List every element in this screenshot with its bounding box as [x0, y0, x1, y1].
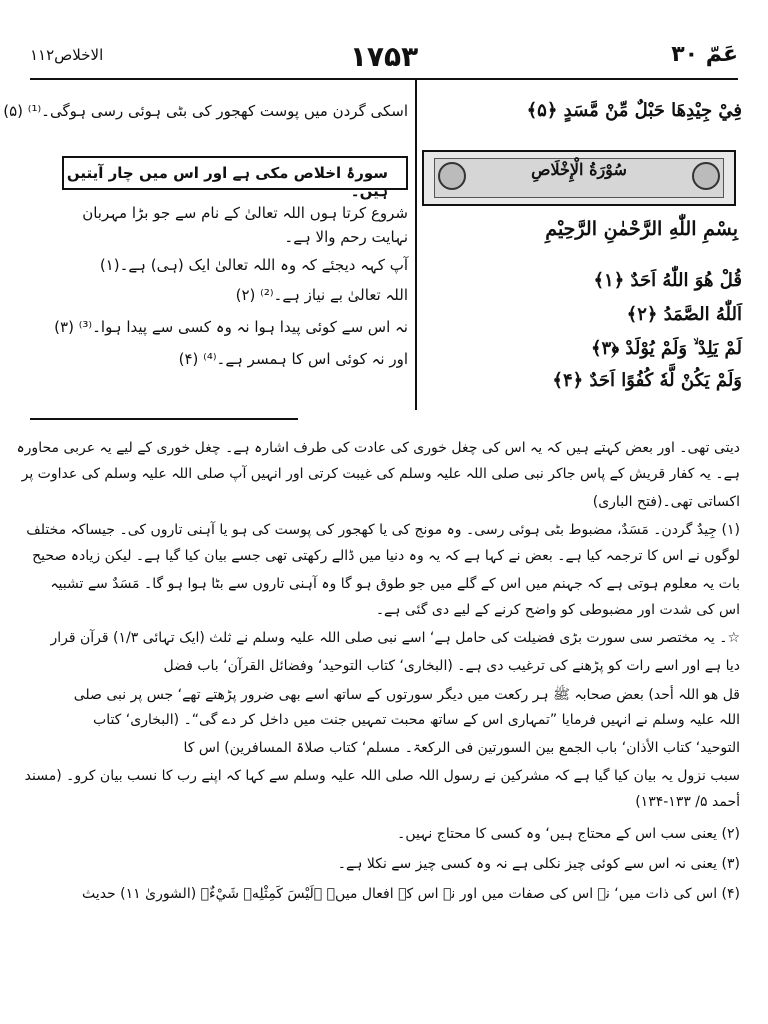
- surah-title-banner: [422, 150, 736, 206]
- verse-arabic-2: اَللّٰهُ الصَّمَدُ ﴿۲﴾: [626, 304, 742, 325]
- verse-urdu-4: اور نہ کوئی اس کا ہمسر ہے۔⁽⁴⁾ (۴): [178, 350, 408, 368]
- footnote-line: بات یہ معلوم ہوتی ہے کہ جہنم میں اس کے گلے میں جو طوق ہو گا وہ آہنی تاروں سے بٹا ہوا ہو گا۔ مَسَدٌ سے تشبیہ: [50, 576, 740, 592]
- verse-arabic-3: لَمْ يَلِدْ ۙ وَلَمْ يُوْلَدْ ﴿۳﴾: [590, 338, 742, 359]
- verse-arabic-1: قُلْ هُوَ اللّٰهُ اَحَدٌ ﴿۱﴾: [593, 270, 742, 291]
- prev-surah-arabic-verse: فِيْ جِيْدِهَا حَبْلٌ مِّنْ مَّسَدٍ ﴿۵﴾: [526, 100, 742, 121]
- footnote-line: (۳) یعنی نہ اس سے کوئی چیز نکلی ہے نہ وہ کسی چیز سے نکلا ہے۔: [337, 856, 740, 872]
- footnote-line: دیتی تھی۔ اور بعض کہتے ہیں کہ یہ اس کی چغل خوری کی عادت کی طرف اشارہ ہے۔ چغل خوری کے لیے یہ عربی محاورہ: [16, 440, 740, 456]
- verse-urdu-3: نہ اس سے کوئی پیدا ہوا نہ وہ کسی سے پیدا ہوا۔⁽³⁾ (۳): [54, 318, 408, 336]
- surah-title: سُوْرَةُ الْإِخْلَاصِ: [531, 160, 627, 179]
- bismillah-urdu-line-2: نہایت رحم والا ہے۔: [284, 228, 408, 246]
- surah-intro-box: [62, 156, 408, 200]
- footnote-line: سبب نزول یہ بیان کیا گیا ہے کہ مشرکین نے رسول اللہ صلی اللہ علیہ وسلم سے کہا کہ اپنے رب کا نسب بیان کرو۔ (مسند: [24, 768, 740, 784]
- page-number: ۱۷۵۳: [349, 40, 419, 73]
- footnote-line: لوگوں نے اس کا ترجمہ کیا ہے۔ بعض نے کہا ہے کہ یہ وہ دنیا میں ڈالے رکھتی تھی جسے بیان کیا گیا ہے۔ لیکن زیادہ صحیح: [32, 548, 740, 564]
- prev-surah-urdu-verse: اسکی گردن میں پوست کھجور کی بٹی ہوئی رسی ہوگی۔⁽¹⁾ (۵): [3, 102, 408, 120]
- verse-urdu-2: اللہ تعالیٰ بے نیاز ہے۔⁽²⁾ (۲): [235, 286, 408, 304]
- footnote-separator: [30, 418, 298, 420]
- header-rule: [30, 78, 738, 80]
- page-header: [30, 40, 738, 74]
- bismillah-urdu-line-1: شروع کرتا ہوں اللہ تعالیٰ کے نام سے جو بڑا مہربان: [82, 204, 408, 222]
- footnote-line: دیا ہے اور اسے رات کو پڑھنے کی ترغیب دی ہے۔ (البخاری‘ کتاب التوحید‘ وفضائل القرآن‘ باب فضل: [163, 658, 740, 674]
- footnote-line: التوحید‘ کتاب الأذان‘ باب الجمع بین السورتین فی الرکعۃ۔ مسلم‘ کتاب صلاۃ المسافرین) اس کا: [183, 740, 740, 756]
- footnote-line: قل ھو اللہ أحد) بعض صحابہ ﷺ ہر رکعت میں دیگر سورتوں کے ساتھ اسے بھی ضرور پڑھتے تھے‘ جس پر نبی صلی: [73, 687, 740, 703]
- footnote-line: (۴) اس کی ذات میں‘ نہ اس کی صفات میں اور نہ اس کے افعال میں۔ ﴿لَيْسَ كَمِثْلِهٖ شَيْءٌ﴾ (الشوریٰ ۱۱) حدیث: [82, 886, 740, 902]
- juz-label: عَمّ ۳۰: [671, 42, 738, 67]
- footnote-line: (۱) جِیدٌ گردن۔ مَسَدٌ، مضبوط بٹی ہوئی رسی۔ وہ مونج کی یا کھجور کی پوست کی ہو یا آہنی تاروں کی۔ جیساکہ مختلف: [26, 522, 740, 538]
- verse-arabic-4: وَلَمْ يَكُنْ لَّهٗ كُفُوًا اَحَدٌ ﴿۴﴾: [552, 370, 742, 391]
- verse-urdu-1: آپ کہہ دیجئے کہ وہ اللہ تعالیٰ ایک (ہی) ہے۔(۱): [99, 256, 408, 274]
- column-divider: [415, 80, 417, 410]
- footnote-line: (۲) یعنی سب اس کے محتاج ہیں‘ وہ کسی کا محتاج نہیں۔: [397, 826, 740, 842]
- footnote-line: اس کی شدت اور مضبوطی کو واضح کرنے کے لیے دی گئی ہے۔: [375, 602, 740, 618]
- footnote-line: أحمد ۵/ ۱۳۳-۱۳۴): [635, 794, 740, 810]
- footnote-line: ☆۔ یہ مختصر سی سورت بڑی فضیلت کی حامل ہے‘ اسے نبی صلی اللہ علیہ وسلم نے ثلث (ایک تہائی ۱/۳) قرآن قرار: [50, 630, 740, 646]
- bismillah-arabic: بِسْمِ اللّٰهِ الرَّحْمٰنِ الرَّحِيْمِ: [545, 218, 738, 240]
- surah-intro-text: سورۂ اخلاص مکی ہے اور اس میں چار آیتیں ہیں۔: [66, 164, 388, 200]
- footnote-line: اکساتی تھی۔(فتح الباری): [592, 494, 740, 510]
- surah-reference: الاخلاص۱۱۲: [30, 46, 104, 64]
- footnote-line: ہے۔ یہ کفار قریش کے پاس جاکر نبی صلی اللہ علیہ وسلم کی غیبت کرتی اور انہیں آپ صلی اللہ علیہ وسلم کی عداوت پر: [21, 466, 740, 482]
- footnote-line: اللہ علیہ وسلم نے انہیں فرمایا ”تمہاری اس کے ساتھ محبت تمہیں جنت میں داخل کر دے گی“۔ (البخاری‘ کتاب: [93, 712, 740, 728]
